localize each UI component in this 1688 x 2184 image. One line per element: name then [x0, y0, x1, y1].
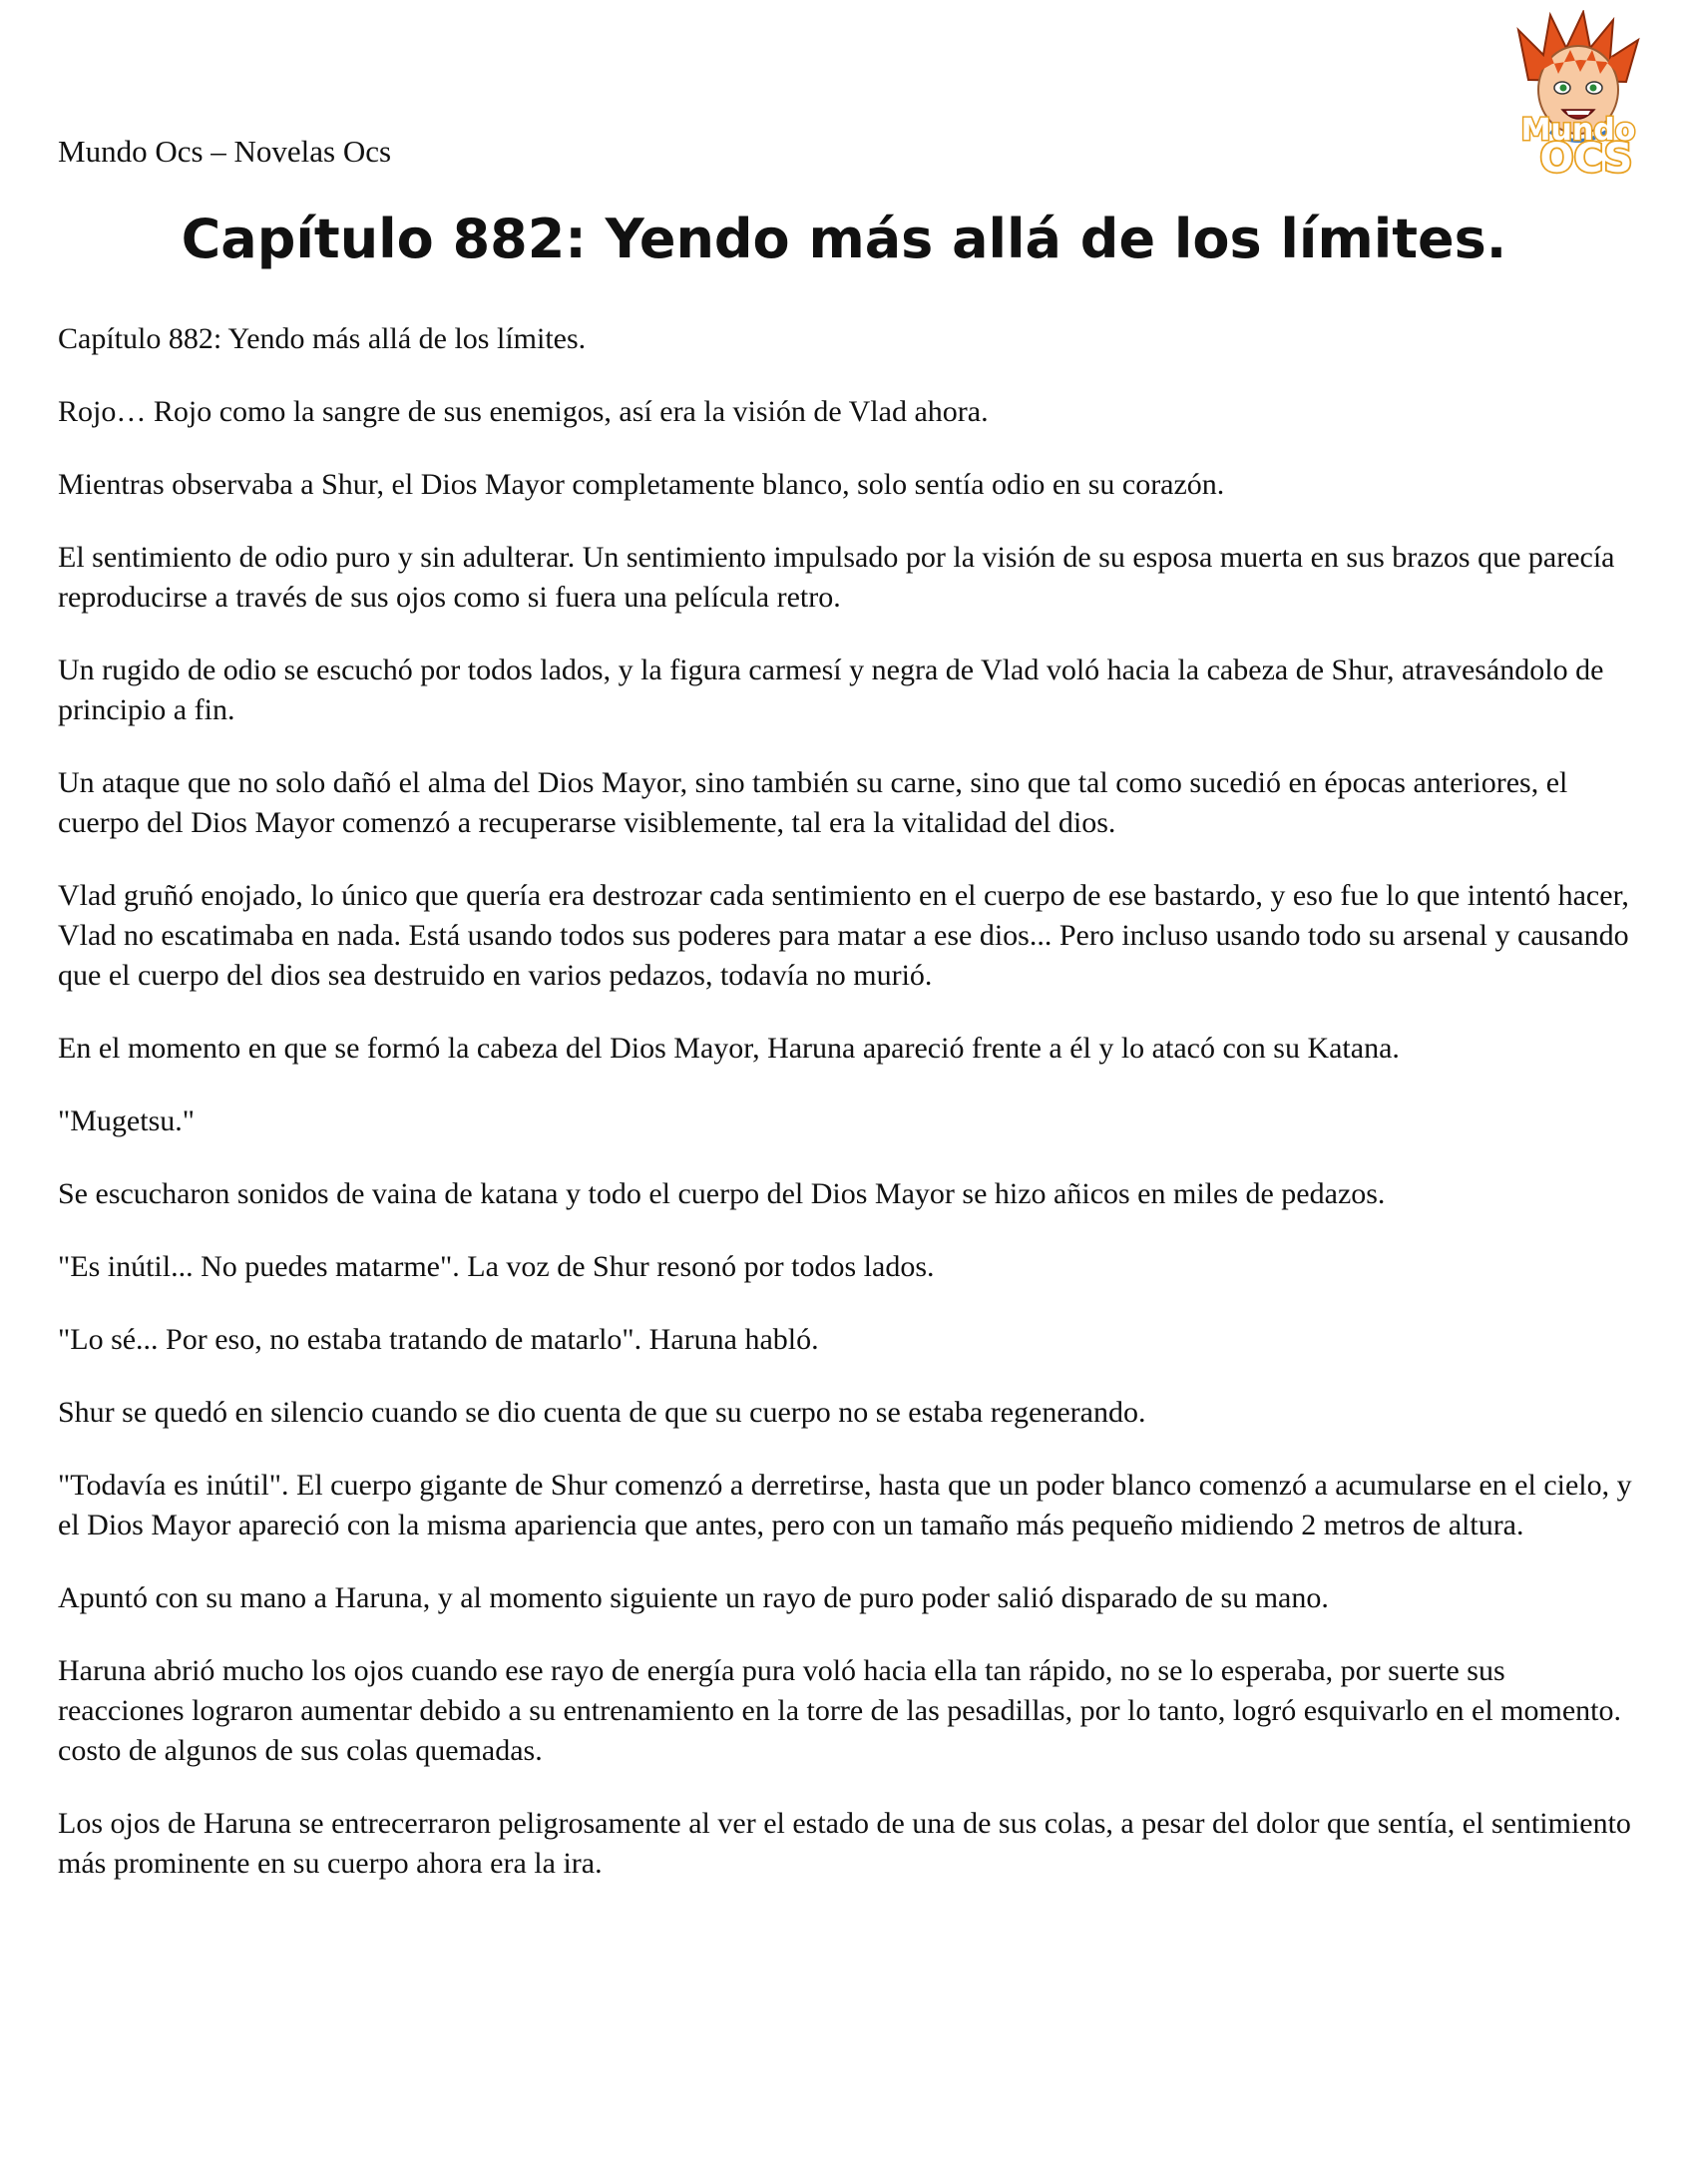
paragraph: Haruna abrió mucho los ojos cuando ese rayo de energía pura voló hacia ella tan rápido, no se lo esperaba, por suerte sus reacciones lograron aumentar debido a su entrenamiento en la torre de las pesadillas, por lo tanto, logró esquivarlo en el momento. costo de algunos de sus colas quemadas.: [58, 1654, 1621, 1767]
paragraph: Los ojos de Haruna se entrecerraron peligrosamente al ver el estado de una de sus colas, a pesar del dolor que sentía, el sentimiento más prominente en su cuerpo ahora era la ira.: [58, 1807, 1631, 1880]
paragraph: "Es inútil... No puedes matarme". La voz de Shur resonó por todos lados.: [58, 1250, 935, 1283]
mundo-ocs-logo: [1488, 10, 1668, 180]
paragraph: Mientras observaba a Shur, el Dios Mayor completamente blanco, solo sentía odio en su corazón.: [58, 468, 1225, 501]
chapter-title: Capítulo 882: Yendo más allá de los límites.: [181, 208, 1507, 270]
paragraph: Rojo… Rojo como la sangre de sus enemigos, así era la visión de Vlad ahora.: [58, 395, 989, 428]
paragraph: "Lo sé... Por eso, no estaba tratando de matarlo". Haruna habló.: [58, 1323, 819, 1356]
paragraph: Se escucharon sonidos de vaina de katana y todo el cuerpo del Dios Mayor se hizo añicos en miles de pedazos.: [58, 1177, 1386, 1210]
paragraph: Shur se quedó en silencio cuando se dio cuenta de que su cuerpo no se estaba regenerando.: [58, 1396, 1146, 1429]
logo-text-top: Mundo: [1520, 113, 1636, 148]
paragraph: En el momento en que se formó la cabeza del Dios Mayor, Haruna apareció frente a él y lo atacó con su Katana.: [58, 1032, 1400, 1065]
logo-text-bottom: OCS: [1539, 136, 1633, 180]
paragraph: "Mugetsu.": [58, 1104, 195, 1137]
chapter-body: [58, 319, 1634, 1917]
site-header-text: Mundo Ocs – Novelas Ocs: [58, 134, 392, 169]
paragraph: Un ataque que no solo dañó el alma del Dios Mayor, sino también su carne, sino que tal como sucedió en épocas anteriores, el cuerpo del Dios Mayor comenzó a recuperarse visiblemente, tal era la vitalidad del dios.: [58, 766, 1568, 839]
paragraph: "Todavía es inútil". El cuerpo gigante de Shur comenzó a derretirse, hasta que un poder blanco comenzó a acumularse en el cielo, y el Dios Mayor apareció con la misma apariencia que antes, pero con un tamaño más pequeño midiendo 2 metros de altura.: [58, 1469, 1632, 1541]
paragraph: Apuntó con su mano a Haruna, y al momento siguiente un rayo de puro poder salió disparado de su mano.: [58, 1581, 1329, 1614]
paragraph: Un rugido de odio se escuchó por todos lados, y la figura carmesí y negra de Vlad voló hacia la cabeza de Shur, atravesándolo de principio a fin.: [58, 654, 1604, 726]
paragraph: El sentimiento de odio puro y sin adulterar. Un sentimiento impulsado por la visión de su esposa muerta en sus brazos que parecía reproducirse a través de sus ojos como si fuera una película retro.: [58, 541, 1615, 614]
paragraph: Capítulo 882: Yendo más allá de los límites.: [58, 322, 587, 355]
anime-character-face-icon: [1488, 10, 1668, 180]
paragraph: Vlad gruñó enojado, lo único que quería era destrozar cada sentimiento en el cuerpo de ese bastardo, y eso fue lo que intentó hacer, Vlad no escatimaba en nada. Está usando todos sus poderes para matar a ese dios... Pero incluso usando todo su arsenal y causando que el cuerpo del dios sea destruido en varios pedazos, todavía no murió.: [58, 879, 1629, 992]
